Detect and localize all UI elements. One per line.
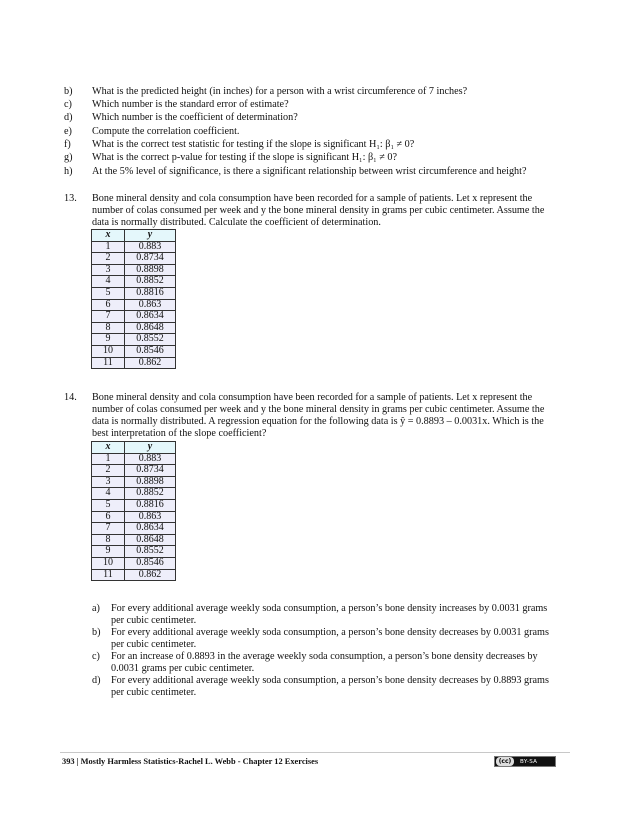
table-row: 8 0.8648	[92, 322, 176, 334]
question-13-line: number of colas consumed per week and y the bone mineral density in grams per cubic centimeter. Assume the	[92, 205, 545, 216]
question-part-f: f) What is the correct test statistic for testing if the slope is significant H₁: β₁ ≠ 0?	[64, 139, 415, 150]
question-part-h: h) At the 5% level of significance, is there a significant relationship between wrist circumference and height?	[64, 166, 527, 177]
table-row: 10 0.8546	[92, 557, 176, 569]
table-row: 7 0.8634	[92, 523, 176, 535]
question-13-line: Bone mineral density and cola consumption have been recorded for a sample of patients. Let x represent the	[92, 193, 533, 204]
table-row: 8 0.8648	[92, 534, 176, 546]
answer-choice-b: b) For every additional average weekly soda consumption, a person’s bone density decreases by 0.0031 grams per cubic centimeter.	[92, 627, 549, 650]
table-row: 3 0.8898	[92, 476, 176, 488]
table-row: 5 0.8816	[92, 499, 176, 511]
question-part-d: d) Which number is the coefficient of determination?	[64, 112, 298, 123]
question-14-line: data is normally distributed. A regression equation for the following data is ŷ = 0.8893 – 0.0031x. Which is the	[92, 416, 544, 427]
page-footer: 393 | Mostly Harmless Statistics-Rachel L. Webb - Chapter 12 Exercises	[62, 757, 319, 766]
table-row: 9 0.8552	[92, 334, 176, 346]
column-header-y: y	[125, 442, 176, 454]
table-row: 6 0.863	[92, 299, 176, 311]
cc-logo-icon: (cc)	[496, 757, 514, 766]
question-14-line: best interpretation of the slope coefficient?	[92, 428, 267, 439]
question-part-e: e) Compute the correlation coefficient.	[64, 126, 240, 137]
question-13-line: data is normally distributed. Calculate the coefficient of determination.	[92, 217, 381, 228]
column-header-y: y	[125, 230, 176, 242]
table-row: 2 0.8734	[92, 253, 176, 265]
table-row: 6 0.863	[92, 511, 176, 523]
question-part-g: g) What is the correct p-value for testing if the slope is significant H₁: β₁ ≠ 0?	[64, 152, 398, 163]
table-row: 3 0.8898	[92, 264, 176, 276]
table-row: 2 0.8734	[92, 465, 176, 477]
column-header-x: x	[92, 442, 125, 454]
table-row: 4 0.8852	[92, 488, 176, 500]
answer-choice-d: d) For every additional average weekly soda consumption, a person’s bone density decreases by 0.8893 grams per cubic centimeter.	[92, 675, 549, 698]
table-header-row	[92, 230, 176, 242]
answer-choice-c: c) For an increase of 0.8893 in the average weekly soda consumption, a person’s bone density decreases by 0.0031 grams per cubic centimeter.	[92, 651, 538, 674]
q13-data-table	[91, 229, 176, 369]
question-14-line: Bone mineral density and cola consumption have been recorded for a sample of patients. Let x represent the	[92, 392, 533, 403]
footer-divider	[60, 752, 570, 753]
table-row: 10 0.8546	[92, 345, 176, 357]
cc-by-sa-icon	[494, 756, 556, 767]
question-13: 13. Bone mineral density and cola consumption have been recorded for a sample of patients. Let x represent the number of colas consumed per week and y the bone mineral density in grams per cubic centimeter. Assume the data is normally distributed. Calculate the coefficient of determination.	[64, 193, 564, 229]
table-row: 1 0.883	[92, 241, 176, 253]
table-row: 11 0.862	[92, 357, 176, 369]
table-row: 5 0.8816	[92, 287, 176, 299]
question-14: 14. Bone mineral density and cola consumption have been recorded for a sample of patients. Let x represent the number of colas consumed per week and y the bone mineral density in grams per cubic centimeter. Assume the data is normally distributed. A regression equation for the following data is ŷ = 0.8893 – 0.0031x. Which is the best interpretation of the slope coefficient?	[64, 392, 564, 440]
table-header-row	[92, 442, 176, 454]
q14-data-table	[91, 441, 176, 581]
table-row: 7 0.8634	[92, 311, 176, 323]
answer-choice-a: a) For every additional average weekly soda consumption, a person’s bone density increases by 0.0031 grams per cubic centimeter.	[92, 603, 548, 626]
table-row: 11 0.862	[92, 569, 176, 581]
table-row: 9 0.8552	[92, 546, 176, 558]
question-14-line: number of colas consumed per week and y the bone mineral density in grams per cubic centimeter. Assume the	[92, 404, 545, 415]
question-part-c: c) Which number is the standard error of estimate?	[64, 99, 289, 110]
column-header-x: x	[92, 230, 125, 242]
table-row: 4 0.8852	[92, 276, 176, 288]
question-part-b: b) What is the predicted height (in inches) for a person with a wrist circumference of 7 inches?	[64, 86, 468, 97]
table-row: 1 0.883	[92, 453, 176, 465]
license-label: BY-SA	[520, 758, 538, 765]
